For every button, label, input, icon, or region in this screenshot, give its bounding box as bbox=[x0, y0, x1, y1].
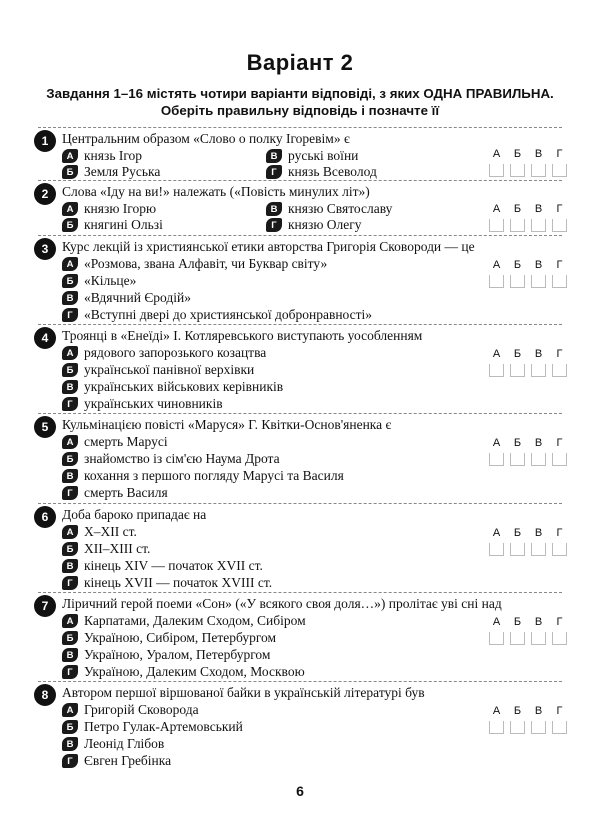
answer-header-a: А bbox=[492, 259, 501, 271]
answer-cell-d[interactable] bbox=[552, 632, 567, 645]
answer-cell-b[interactable] bbox=[510, 453, 525, 466]
answer-cell-a[interactable] bbox=[489, 219, 504, 232]
answer-cell-c[interactable] bbox=[531, 164, 546, 177]
option-text: «Кільце» bbox=[84, 273, 137, 288]
option-text: «Вдячний Єродій» bbox=[84, 290, 191, 305]
option-text: знайомство із сім'єю Наума Дрота bbox=[84, 451, 280, 466]
answer-cell-b[interactable] bbox=[510, 632, 525, 645]
answer-cell-a[interactable] bbox=[489, 632, 504, 645]
answer-grid-1[interactable] bbox=[486, 148, 570, 182]
option-text: руські воїни bbox=[288, 148, 359, 163]
answer-header-b: Б bbox=[513, 527, 522, 539]
answer-header-d: Г bbox=[556, 259, 563, 271]
instructions-line-2: Оберіть правильну відповідь і позначте її bbox=[160, 103, 440, 118]
answer-header-c: В bbox=[534, 348, 543, 360]
answer-cell-d[interactable] bbox=[552, 453, 567, 466]
answer-header-d: Г bbox=[556, 348, 563, 360]
question-number-badge: 7 bbox=[34, 595, 56, 617]
answer-cell-a[interactable] bbox=[489, 721, 504, 734]
option-text: князю Олегу bbox=[288, 217, 362, 232]
option-label: Г bbox=[62, 486, 78, 500]
option-label: Б bbox=[62, 363, 78, 377]
answer-cell-b[interactable] bbox=[510, 219, 525, 232]
option-text: князь Всеволод bbox=[288, 164, 377, 179]
option-label: В bbox=[62, 469, 78, 483]
question-number-badge: 5 bbox=[34, 416, 56, 438]
option-label: А bbox=[62, 149, 78, 163]
answer-grid-7[interactable] bbox=[486, 616, 570, 650]
answer-header-b: Б bbox=[513, 437, 522, 449]
answer-header-c: В bbox=[534, 437, 543, 449]
question-text: Ліричний герой поеми «Сон» («У всякого своя доля…») пролітає уві сні над bbox=[62, 596, 502, 611]
answer-cell-c[interactable] bbox=[531, 453, 546, 466]
answer-header-a: А bbox=[492, 148, 501, 160]
answer-header-c: В bbox=[534, 616, 543, 628]
answer-header-a: А bbox=[492, 348, 501, 360]
option-text: Євген Гребінка bbox=[84, 753, 172, 768]
answer-grid-8[interactable] bbox=[486, 705, 570, 739]
question-separator bbox=[38, 235, 562, 236]
question-separator bbox=[38, 324, 562, 325]
option-text: Карпатами, Далеким Сходом, Сибіром bbox=[84, 613, 306, 628]
answer-header-a: А bbox=[492, 616, 501, 628]
question-text: Курс лекцій із християнської етики авторства Григорія Сковороди — це bbox=[62, 239, 475, 254]
answer-cell-d[interactable] bbox=[552, 219, 567, 232]
option-label: В bbox=[62, 380, 78, 394]
question-text: Центральним образом «Слово о полку Ігоревім» є bbox=[62, 131, 350, 146]
answer-header-a: А bbox=[492, 437, 501, 449]
question-separator bbox=[38, 503, 562, 504]
answer-cell-a[interactable] bbox=[489, 364, 504, 377]
instructions-line-1: Завдання 1–16 містять чотири варіанти відповіді, з яких ОДНА ПРАВИЛЬНА. bbox=[46, 86, 554, 101]
option-text: кінець XIV — початок XVII ст. bbox=[84, 558, 263, 573]
answer-cell-c[interactable] bbox=[531, 632, 546, 645]
option-text: Леонід Глібов bbox=[84, 736, 165, 751]
question-text: Автором першої віршованої байки в українській літературі був bbox=[62, 685, 425, 700]
option-label: Г bbox=[62, 665, 78, 679]
option-label: А bbox=[62, 257, 78, 271]
question-number-badge: 2 bbox=[34, 183, 56, 205]
option-label: В bbox=[266, 202, 282, 216]
option-text: X–XII ст. bbox=[84, 524, 137, 539]
option-text: українських військових керівників bbox=[84, 379, 284, 394]
option-text: княгині Ользі bbox=[84, 217, 163, 232]
option-text: «Розмова, звана Алфавіт, чи Буквар світу» bbox=[84, 256, 328, 271]
answer-cell-c[interactable] bbox=[531, 219, 546, 232]
answer-header-b: Б bbox=[513, 203, 522, 215]
answer-header-a: А bbox=[492, 705, 501, 717]
option-label: Г bbox=[62, 397, 78, 411]
answer-header-a: А bbox=[492, 527, 501, 539]
question-separator bbox=[38, 681, 562, 682]
question-number-badge: 1 bbox=[34, 130, 56, 152]
option-label: Г bbox=[62, 576, 78, 590]
answer-cell-a[interactable] bbox=[489, 164, 504, 177]
question-text: Троянці в «Енеїді» І. Котляревського виступають уособленням bbox=[62, 328, 423, 343]
question-separator bbox=[38, 127, 562, 128]
question-text: Кульмінацією повісті «Маруся» Г. Квітки-Основ'яненка є bbox=[62, 417, 392, 432]
option-label: В bbox=[266, 149, 282, 163]
option-label: Б bbox=[62, 452, 78, 466]
option-label: Г bbox=[62, 754, 78, 768]
answer-header-c: В bbox=[534, 527, 543, 539]
option-text: української панівної верхівки bbox=[84, 362, 255, 377]
answer-header-d: Г bbox=[556, 203, 563, 215]
answer-cell-c[interactable] bbox=[531, 275, 546, 288]
option-label: В bbox=[62, 291, 78, 305]
question-separator bbox=[38, 413, 562, 414]
answer-grid-4[interactable] bbox=[486, 348, 570, 382]
answer-cell-a[interactable] bbox=[489, 453, 504, 466]
answer-header-d: Г bbox=[556, 616, 563, 628]
answer-header-b: Б bbox=[513, 259, 522, 271]
answer-grid-5[interactable] bbox=[486, 437, 570, 471]
answer-cell-c[interactable] bbox=[531, 721, 546, 734]
option-text: Україною, Уралом, Петербургом bbox=[84, 647, 271, 662]
answer-header-c: В bbox=[534, 148, 543, 160]
option-text: Григорій Сковорода bbox=[84, 702, 199, 717]
option-text: князю Святославу bbox=[288, 201, 393, 216]
option-text: кохання з першого погляду Марусі та Василя bbox=[84, 468, 344, 483]
option-text: рядового запорозького козацтва bbox=[84, 345, 267, 360]
option-label: Г bbox=[266, 218, 282, 232]
option-text: Україною, Сибіром, Петербургом bbox=[84, 630, 277, 645]
option-text: українських чиновників bbox=[84, 396, 223, 411]
option-label: Б bbox=[62, 165, 78, 179]
option-label: Б bbox=[62, 218, 78, 232]
option-label: Г bbox=[62, 308, 78, 322]
question-separator bbox=[38, 592, 562, 593]
answer-header-a: А bbox=[492, 203, 501, 215]
option-label: В bbox=[62, 737, 78, 751]
page-title: Варіант 2 bbox=[246, 50, 354, 75]
answer-header-c: В bbox=[534, 705, 543, 717]
question-text: Слова «Іду на ви!» належать («Повість минулих літ») bbox=[62, 184, 370, 199]
answer-cell-a[interactable] bbox=[489, 543, 504, 556]
option-label: Б bbox=[62, 631, 78, 645]
answer-grid-2[interactable] bbox=[486, 203, 570, 237]
question-text: Доба бароко припадає на bbox=[62, 507, 207, 522]
question-number-badge: 6 bbox=[34, 506, 56, 528]
option-text: смерть Василя bbox=[84, 485, 168, 500]
answer-header-d: Г bbox=[556, 527, 563, 539]
option-text: князь Ігор bbox=[84, 148, 143, 163]
option-label: Б bbox=[62, 720, 78, 734]
option-label: В bbox=[62, 559, 78, 573]
option-label: А bbox=[62, 525, 78, 539]
answer-cell-b[interactable] bbox=[510, 543, 525, 556]
option-label: Б bbox=[62, 274, 78, 288]
answer-header-b: Б bbox=[513, 705, 522, 717]
option-label: Б bbox=[62, 542, 78, 556]
answer-cell-d[interactable] bbox=[552, 275, 567, 288]
answer-grid-3[interactable] bbox=[486, 259, 570, 293]
option-text: князю Ігорю bbox=[84, 201, 157, 216]
question-number-badge: 8 bbox=[34, 684, 56, 706]
answer-cell-b[interactable] bbox=[510, 721, 525, 734]
option-label: А bbox=[62, 614, 78, 628]
answer-cell-d[interactable] bbox=[552, 364, 567, 377]
option-label: Г bbox=[266, 165, 282, 179]
answer-header-d: Г bbox=[556, 705, 563, 717]
option-text: XII–XIII ст. bbox=[84, 541, 151, 556]
answer-cell-b[interactable] bbox=[510, 275, 525, 288]
answer-header-c: В bbox=[534, 203, 543, 215]
answer-grid-6[interactable] bbox=[486, 527, 570, 561]
option-text: Петро Гулак-Артемовський bbox=[84, 719, 243, 734]
question-number-badge: 3 bbox=[34, 238, 56, 260]
answer-header-d: Г bbox=[556, 148, 563, 160]
option-label: В bbox=[62, 648, 78, 662]
option-label: А bbox=[62, 346, 78, 360]
answer-header-b: Б bbox=[513, 148, 522, 160]
answer-header-b: Б bbox=[513, 616, 522, 628]
answer-header-d: Г bbox=[556, 437, 563, 449]
answer-header-c: В bbox=[534, 259, 543, 271]
page-number: 6 bbox=[296, 783, 304, 799]
option-text: Земля Руська bbox=[84, 164, 161, 179]
answer-cell-d[interactable] bbox=[552, 164, 567, 177]
option-label: А bbox=[62, 202, 78, 216]
answer-cell-d[interactable] bbox=[552, 721, 567, 734]
question-separator bbox=[38, 180, 562, 181]
option-label: А bbox=[62, 435, 78, 449]
option-text: смерть Марусі bbox=[84, 434, 168, 449]
answer-cell-c[interactable] bbox=[531, 364, 546, 377]
answer-header-b: Б bbox=[513, 348, 522, 360]
answer-cell-b[interactable] bbox=[510, 164, 525, 177]
answer-cell-b[interactable] bbox=[510, 364, 525, 377]
question-number-badge: 4 bbox=[34, 327, 56, 349]
answer-cell-a[interactable] bbox=[489, 275, 504, 288]
option-text: кінець XVII — початок XVIII ст. bbox=[84, 575, 273, 590]
answer-cell-d[interactable] bbox=[552, 543, 567, 556]
option-text: «Вступні двері до християнської добронравності» bbox=[84, 307, 373, 322]
option-label: А bbox=[62, 703, 78, 717]
answer-cell-c[interactable] bbox=[531, 543, 546, 556]
option-text: Україною, Далеким Сходом, Москвою bbox=[84, 664, 305, 679]
